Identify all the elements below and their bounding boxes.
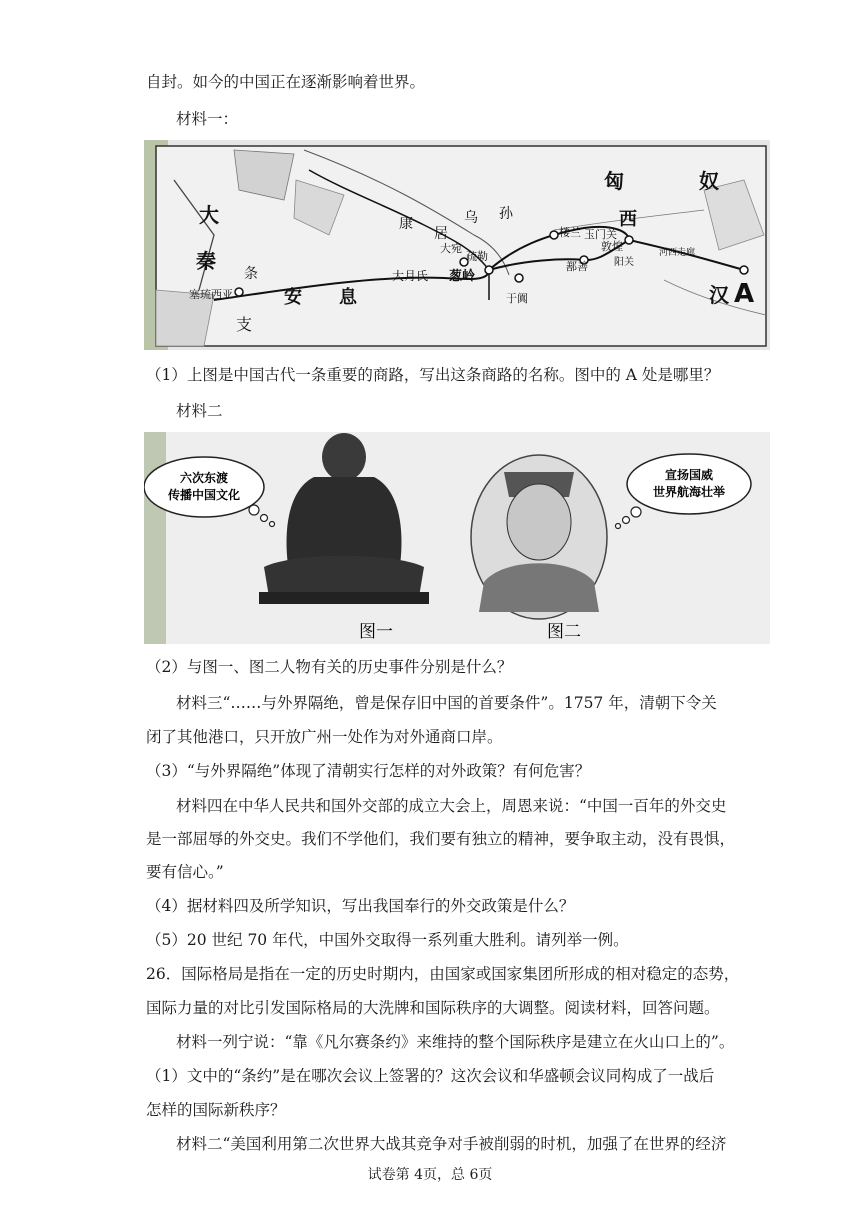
text-line-10: 是一部屈辱的外交史。我们不学他们，我们要有独立的精神，要争取主动，没有畏惧， [146,830,736,848]
map-label-yutian: 于阗 [506,292,528,305]
text-line-5: （2）与图一、图二人物有关的历史事件分别是什么？ [146,658,513,676]
text-line-2: 材料一： [176,110,239,128]
map-label-shanshan: 鄯善 [566,260,588,273]
text-line-7: 闭了其他港口，只开放广州一处作为对外通商口岸。 [146,728,503,746]
map-label-sun: 孙 [499,206,513,222]
map-label-an: 安 [284,287,302,308]
map-label-xi: 西 [619,209,637,230]
map-label-xiong: 匈 [604,169,624,193]
caption-figure2: 图二 [547,622,581,642]
portrait-figure [144,432,770,644]
map-label-dayuezhi: 大月氏 [392,269,429,283]
text-line-8: （3）“与外界隔绝”体现了清朝实行怎样的对外政策？有何危害？ [146,762,591,780]
text-line-12: （4）据材料四及所学知识，写出我国奉行的外交政策是什么？ [146,897,575,915]
text-line-13: （5）20 世纪 70 年代，中国外交取得一系列重大胜利。请列举一例。 [146,931,629,949]
map-label-qin: 秦 [196,249,216,273]
text-line-18: 怎样的国际新秩序？ [146,1101,286,1119]
text-line-14: 26．国际格局是指在一定的历史时期内，由国家或国家集团所形成的相对稳定的态势， [146,965,740,983]
map-label-xi2: 息 [339,287,357,308]
page-footer: 试卷第 4页，总 6页 [367,1167,493,1183]
text-line-16: 材料一列宁说：“靠《凡尔赛条约》来维持的整个国际秩序是建立在火山口上的”。 [176,1033,735,1051]
text-line-3: （1）上图是中国古代一条重要的商路，写出这条商路的名称。图中的 A 处是哪里？ [146,366,720,384]
map-label-a: A [734,279,755,309]
map-label-congling: 葱岭 [449,269,476,284]
silk-road-map [144,140,770,350]
caption-figure1: 图一 [359,622,393,642]
map-label-yumenguan: 玉门关 [584,228,617,241]
map-label-seleucia: 塞琉西亚 [189,288,233,301]
text-line-4: 材料二 [176,402,223,420]
text-line-15: 国际力量的对比引发国际格局的大洗牌和国际秩序的大调整。阅读材料，回答问题。 [146,999,720,1017]
bubble1-line2: 传播中国文化 [167,488,241,502]
map-label-dawan: 大宛 [440,242,462,255]
map-label-loulan: 楼兰 [559,226,581,239]
text-line-1: 自封。如今的中国正在逐渐影响着世界。 [146,73,426,91]
bubble1-line1: 六次东渡 [179,471,229,485]
map-label-hexi: 河西走廊 [659,248,696,258]
map-label-nu: 奴 [699,169,719,193]
map-label-kang: 康 [399,216,413,232]
map-label-shule: 疏勒 [466,250,488,263]
map-label-dunhuang: 敦煌 [601,240,623,253]
map-label-han: 汉 [709,283,729,307]
map-label-wu: 乌 [464,210,478,226]
map-label-ju: 居 [434,226,448,242]
bubble2-line2: 世界航海壮举 [652,485,726,499]
text-line-9: 材料四在中华人民共和国外交部的成立大会上，周恩来说：“中国一百年的外交史 [176,797,727,815]
map-label-da: 大 [199,203,219,227]
text-line-6: 材料三“……与外界隔绝，曾是保存旧中国的首要条件”。1757 年，清朝下令关 [176,694,717,712]
text-line-17: （1）文中的“条约”是在哪次会议上签署的？这次会议和华盛顿会议同构成了一战后 [146,1067,715,1085]
map-label-zhi: 支 [236,315,253,334]
map-label-yangguan: 阳关 [614,257,634,268]
text-line-11: 要有信心。” [146,863,224,881]
map-label-tiao: 条 [244,266,258,282]
text-line-19: 材料二“美国利用第二次世界大战其竞争对手被削弱的时机，加强了在世界的经济 [176,1135,727,1153]
bubble2-line1: 宣扬国威 [664,468,714,482]
